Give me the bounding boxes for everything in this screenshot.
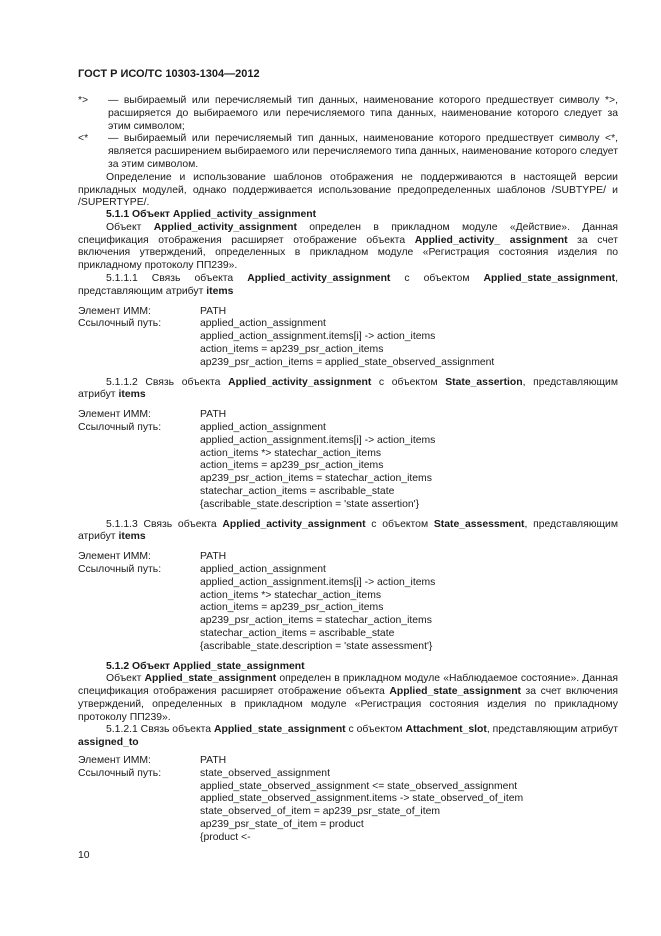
path-line: action_items = ap239_psr_action_items (200, 460, 384, 472)
definition-text: — выбираемый или перечисляемый тип данных, наименование которого предшествует символу *>, расширяется до выбираемого или перечисляемого типа данных, наименование которого следует за этим символом; (108, 95, 618, 132)
mapping-value: PATH (200, 755, 227, 767)
mapping-element-row (78, 409, 618, 422)
path-line: applied_state_observed_assignment.items -> state_observed_of_item (200, 793, 524, 805)
subsection-intro: 5.1.2.1 Связь объекта Applied_state_assignment с объектом Attachment_slot, представляющим атрибут assigned_to (78, 724, 619, 749)
mapping-label: Элемент ИММ: (78, 305, 151, 317)
definition-row (78, 95, 618, 133)
path-line: ap239_psr_action_items = statechar_action_items (200, 615, 432, 627)
definitions (78, 95, 618, 210)
section-title: 5.1.2 Объект Applied_state_assignment (106, 660, 305, 672)
definition-row (78, 133, 618, 171)
path-line: action_items = ap239_psr_action_items (200, 343, 384, 355)
mapping-element-row (78, 551, 618, 564)
subsection-intro: 5.1.1.1 Связь объекта Applied_activity_assignment с объектом Applied_state_assignment, представляющим атрибут items (78, 272, 618, 297)
mapping-value: PATH (200, 409, 227, 421)
path-line: state_observed_of_item = ap239_psr_state_of_item (200, 806, 441, 818)
page-number: 10 (78, 850, 90, 861)
mapping-label: Элемент ИММ: (78, 551, 151, 563)
path-line: {ascribable_state.description = 'state assertion'} (200, 498, 420, 510)
path-line: action_items *> statechar_action_items (200, 589, 382, 601)
reference-path (200, 768, 618, 845)
path-line: applied_state_observed_assignment <= state_observed_assignment (200, 780, 518, 792)
section-title: 5.1.1 Объект Applied_activity_assignment (106, 209, 317, 220)
path-line: {ascribable_state.description = 'state assessment'} (200, 640, 433, 652)
reference-path (200, 318, 618, 369)
definition-symbol: *> (78, 95, 89, 106)
mapping-element-row (78, 306, 618, 319)
mapping-label: Ссылочный путь: (78, 421, 162, 433)
path-line: statechar_action_items = ascribable_state (200, 627, 395, 639)
path-line: action_items *> statechar_action_items (200, 447, 382, 459)
paragraph-templates: Определение и использование шаблонов отображения не поддерживаются в настоящей версии прикладных модулей, однако поддерживается использование предопределенных шаблонов /SUBTYPE/ и /SUPERTYPE/. (78, 171, 618, 209)
mapping-label: Ссылочный путь: (78, 767, 162, 779)
mapping-value: PATH (200, 551, 227, 563)
reference-path (200, 564, 618, 654)
path-line: applied_action_assignment.items[i] -> action_items (200, 576, 436, 588)
mapping-label: Элемент ИММ: (78, 409, 151, 421)
path-line: applied_action_assignment.items[i] -> action_items (200, 434, 436, 446)
path-line: {product <- (200, 831, 251, 843)
path-line: ap239_psr_state_of_item = product (200, 819, 364, 831)
subsection-intro: 5.1.1.2 Связь объекта Applied_activity_assignment с объектом State_assertion, представляющим атрибут items (78, 376, 619, 401)
mapping-reference-row (78, 768, 618, 845)
page-header: ГОСТ Р ИСО/ТС 10303-1304—2012 (78, 68, 260, 80)
path-line: applied_action_assignment (200, 318, 326, 330)
mapping-label: Ссылочный путь: (78, 318, 162, 330)
subsection-intro: 5.1.1.3 Связь объекта Applied_activity_assignment с объектом State_assessment, представляющим атрибут items (78, 518, 618, 543)
section-paragraph: Объект Applied_state_assignment определен в прикладном модуле «Наблюдаемое состояние». Данная спецификация отображения расширяет отображение объекта Applied_state_assignment за счет включения утверждений, определенных в прикладном модуле «Регистрация состояния изделия по прикладному протоколу ПП239». (78, 673, 618, 723)
path-line: ap239_psr_action_items = applied_state_observed_assignment (200, 356, 495, 368)
mapping-label: Элемент ИММ: (78, 755, 151, 767)
mapping-reference-row (78, 564, 618, 654)
path-line: action_items = ap239_psr_action_items (200, 602, 384, 614)
mapping-label: Ссылочный путь: (78, 563, 162, 575)
mapping-reference-row (78, 318, 618, 369)
definition-text: — выбираемый или перечисляемый тип данных, наименование которого предшествует символу <*, является расширением выбираемого или перечисляемого типа данных, наименование которого следует за этим символом. (108, 133, 618, 170)
mapping-element-row (78, 755, 618, 768)
path-line: ap239_psr_action_items = statechar_action_items (200, 473, 432, 485)
path-line: applied_action_assignment (200, 563, 326, 575)
path-line: statechar_action_items = ascribable_state (200, 485, 395, 497)
reference-path (200, 422, 618, 512)
section-5-1-1 (78, 209, 618, 845)
path-line: applied_action_assignment.items[i] -> action_items (200, 331, 436, 343)
section-paragraph: Объект Applied_activity_assignment определен в прикладном модуле «Действие». Данная спецификация отображения расширяет отображение объекта Applied_activity_ assignment за счет включения утверждений, определенных в прикладном модуле «Регистрация состояния изделия по прикладному протоколу ПП239». (78, 221, 618, 272)
definition-symbol: <* (78, 133, 89, 145)
path-line: applied_action_assignment (200, 421, 326, 433)
mapping-reference-row (78, 422, 618, 512)
mapping-value: PATH (200, 305, 227, 317)
path-line: state_observed_assignment (200, 767, 330, 779)
